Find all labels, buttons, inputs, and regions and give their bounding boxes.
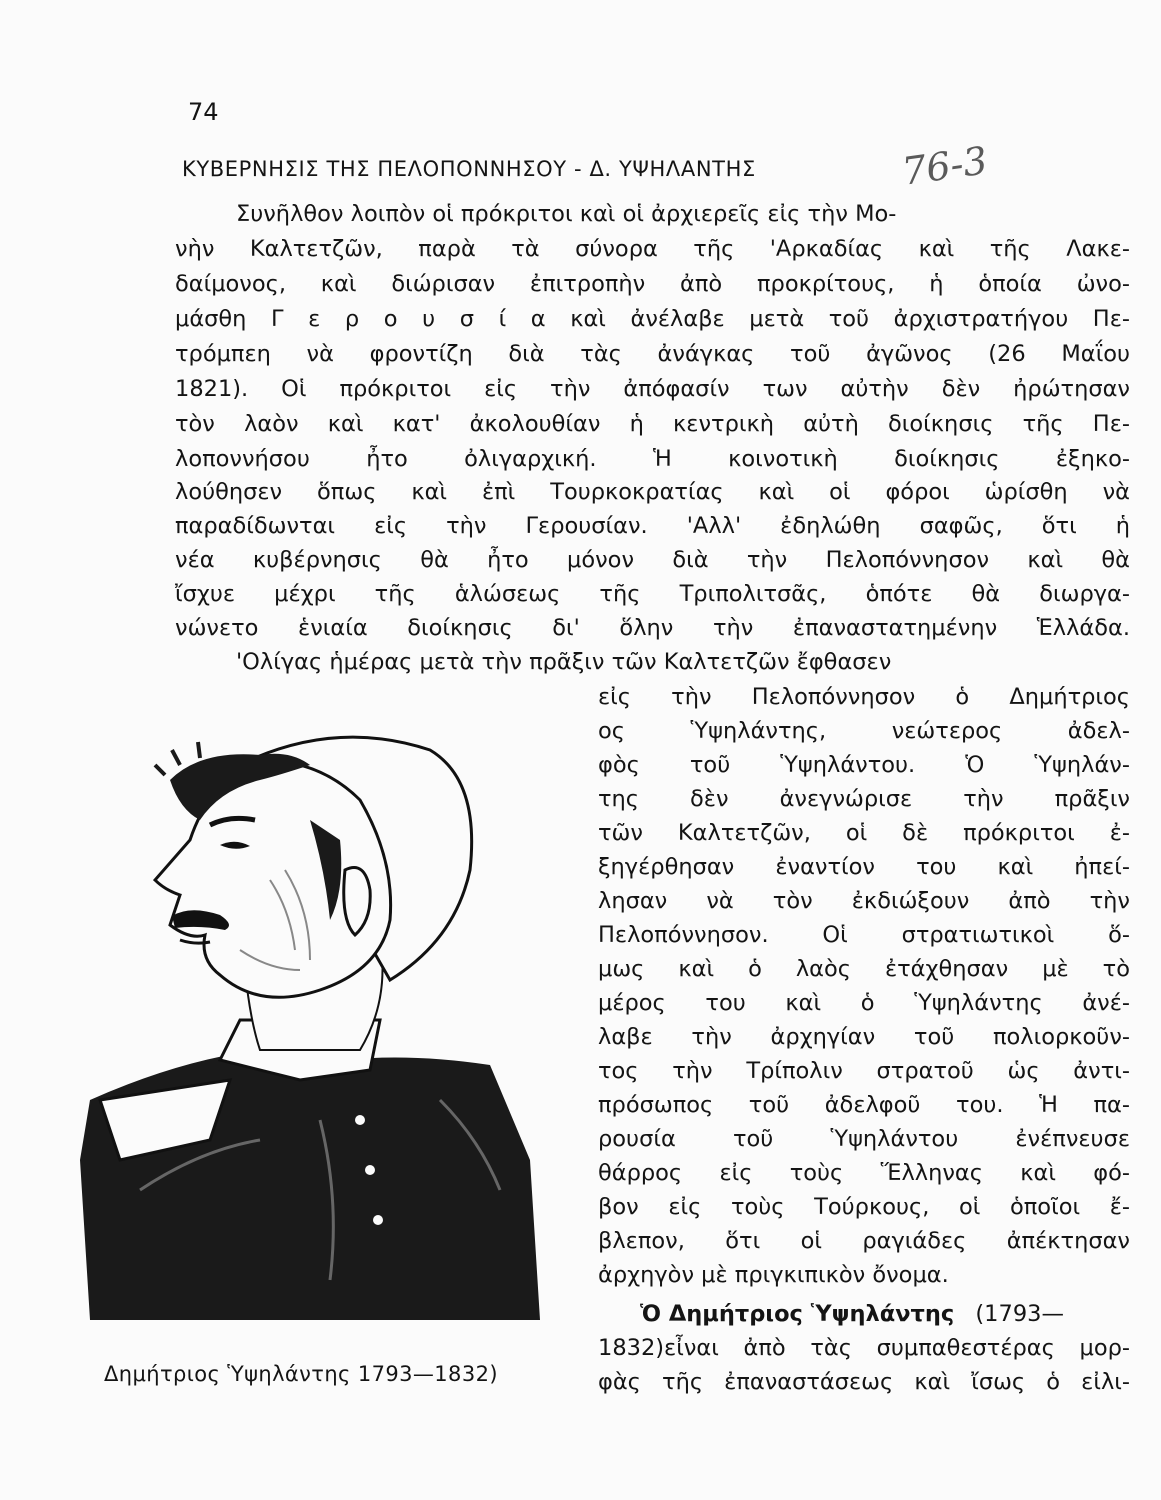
text-line: φὰς τῆς ἐπαναστάσεως καὶ ἴσως ὁ εἰλι-: [598, 1369, 1130, 1395]
portrait-engraving: [60, 720, 580, 1340]
text-line: μάσθη Γ ε ρ ο υ σ ί α καὶ ἀνέλαβε μετὰ τοῦ ἀρχιστρατήγου Πε-: [175, 306, 1130, 332]
text-fragment: (1793—: [975, 1301, 1064, 1327]
person-name-bold: Ὁ Δημήτριος Ὑψηλάντης: [640, 1301, 955, 1327]
text-line: τῶν Καλτετζῶν, οἱ δὲ πρόκριτοι ἐ-: [598, 820, 1130, 846]
text-line: τος τὴν Τρίπολιν στρατοῦ ὡς ἀντι-: [598, 1058, 1130, 1084]
text-line: φὸς τοῦ Ὑψηλάντου. Ὁ Ὑψηλάν-: [598, 752, 1130, 778]
text-line: θάρρος εἰς τοὺς Ἕλληνας καὶ φό-: [598, 1160, 1130, 1186]
portrait-caption: Δημήτριος Ὑψηλάντης 1793—1832): [104, 1362, 498, 1386]
running-head: ΚΥΒΕΡΝΗΣΙΣ ΤΗΣ ΠΕΛΟΠΟΝΝΗΣΟΥ - Δ. ΥΨΗΛΑΝΤΗΣ: [182, 157, 756, 181]
text-line: ἴσχυε μέχρι τῆς ἁλώσεως τῆς Τριπολιτσᾶς, ὁπότε θὰ διωργα-: [175, 581, 1130, 607]
text-line: λησαν νὰ τὸν ἐκδιώξουν ἀπὸ τὴν: [598, 888, 1130, 914]
text-line: [640, 1300, 1064, 1328]
text-line: 1821). Οἱ πρόκριτοι εἰς τὴν ἀπόφασίν των αὐτὴν δὲν ἠρώτησαν: [175, 376, 1130, 402]
text-line: λαβε τὴν ἀρχηγίαν τοῦ πολιορκοῦν-: [598, 1024, 1130, 1050]
text-line: 'Ολίγας ἡμέρας μετὰ τὴν πρᾶξιν τῶν Καλτετζῶν ἔφθασεν: [236, 649, 892, 675]
text-line: ξηγέρθησαν ἐναντίον του καὶ ἠπεί-: [598, 854, 1130, 880]
text-line: τρόμπεη νὰ φροντίζη διὰ τὰς ἀνάγκας τοῦ ἀγῶνος (26 Μαΐου: [175, 341, 1130, 367]
text-line: δαίμονος, καὶ διώρισαν ἐπιτροπὴν ἀπὸ προκρίτους, ἡ ὁποία ὠνο-: [175, 271, 1130, 297]
text-line: βλεπον, ὅτι οἱ ραγιάδες ἀπέκτησαν: [598, 1228, 1130, 1254]
text-line: ρουσία τοῦ Ὑψηλάντου ἐνέπνευσε: [598, 1126, 1130, 1152]
handwritten-mark: 76-3: [899, 138, 991, 194]
page-number: 74: [188, 98, 219, 126]
text-line: λούθησεν ὅπως καὶ ἐπὶ Τουρκοκρατίας καὶ οἱ φόροι ὡρίσθη νὰ: [175, 479, 1130, 505]
text-line: πρόσωπος τοῦ ἀδελφοῦ του. Ἡ πα-: [598, 1092, 1130, 1118]
text-line: λοποννήσου ἦτο ὀλιγαρχική. Ἡ κοινοτικὴ διοίκησις ἐξηκο-: [175, 446, 1130, 472]
text-line: της δὲν ἀνεγνώρισε τὴν πρᾶξιν: [598, 786, 1130, 812]
text-line: ἀρχηγὸν μὲ πριγκιπικὸν ὄνομα.: [598, 1262, 949, 1288]
text-line: ος Ὑψηλάντης, νεώτερος ἀδελ-: [598, 718, 1130, 744]
text-line: νὴν Καλτετζῶν, παρὰ τὰ σύνορα τῆς 'Αρκαδίας καὶ τῆς Λακε-: [175, 236, 1130, 262]
text-line: βον εἰς τοὺς Τούρκους, οἱ ὁποῖοι ἔ-: [598, 1194, 1130, 1220]
text-line: παραδίδωνται εἰς τὴν Γερουσίαν. 'Αλλ' ἐδηλώθη σαφῶς, ὅτι ἡ: [175, 513, 1130, 539]
text-line: μως καὶ ὁ λαὸς ἐτάχθησαν μὲ τὸ: [598, 956, 1130, 982]
text-line: Πελοπόννησον. Οἱ στρατιωτικοὶ ὅ-: [598, 922, 1130, 948]
text-line: 1832)εἶναι ἀπὸ τὰς συμπαθεστέρας μορ-: [598, 1335, 1130, 1361]
text-line: Συνῆλθον λοιπὸν οἱ πρόκριτοι καὶ οἱ ἀρχιερεῖς εἰς τὴν Μο-: [236, 201, 897, 227]
text-line: μέρος του καὶ ὁ Ὑψηλάντης ἀνέ-: [598, 990, 1130, 1016]
text-line: τὸν λαὸν καὶ κατ' ἀκολουθίαν ἡ κεντρικὴ αὐτὴ διοίκησις τῆς Πε-: [175, 411, 1130, 437]
text-line: νώνετο ἑνιαία διοίκησις δι' ὅλην τὴν ἐπαναστατημένην Ἑλλάδα.: [175, 615, 1130, 641]
text-line: εἰς τὴν Πελοπόννησον ὁ Δημήτριος: [598, 684, 1130, 710]
text-line: νέα κυβέρνησις θὰ ἦτο μόνον διὰ τὴν Πελοπόννησον καὶ θὰ: [175, 547, 1130, 573]
